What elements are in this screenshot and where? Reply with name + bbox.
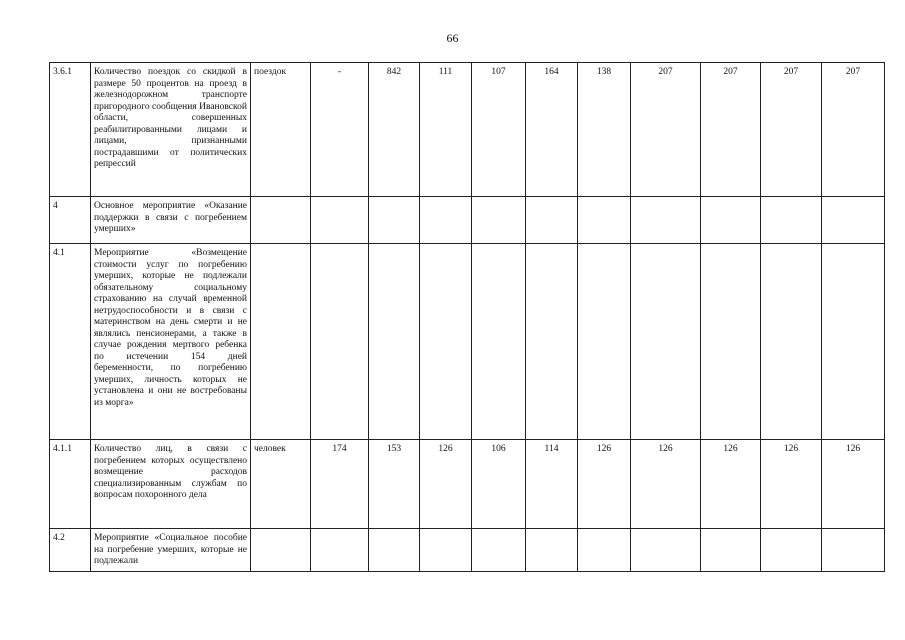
value-cell: 164 <box>526 63 578 197</box>
value-cell <box>578 529 631 572</box>
value-cell: 126 <box>822 440 885 529</box>
unit-cell: поездок <box>251 63 311 197</box>
indicators-table <box>49 62 885 572</box>
value-cell: 207 <box>701 63 761 197</box>
value-cell <box>472 529 526 572</box>
unit-cell <box>251 244 311 440</box>
value-cell <box>701 244 761 440</box>
value-cell <box>761 244 822 440</box>
row-number: 4.1 <box>50 244 91 440</box>
value-cell <box>631 244 701 440</box>
value-cell: 107 <box>472 63 526 197</box>
indicator-name: Количество поездок со скидкой в размере 50 процентов на проезд в железнодорожном транспорте пригородного сообщения Ивановской области, совершенных реабилитированными лицами и лицами, признанными пострадавшими от политических репрессий <box>91 63 251 197</box>
value-cell: 126 <box>761 440 822 529</box>
value-cell: 207 <box>631 63 701 197</box>
table-row <box>50 197 885 244</box>
value-cell <box>311 529 369 572</box>
value-cell <box>761 529 822 572</box>
indicator-name: Мероприятие «Возмещение стоимости услуг по погребению умерших, которые не подлежали обязательному социальному страхованию на случай временной нетрудоспособности и в связи с материнством на день смерти и не являлись пенсионерами, а также в случае рождения мертвого ребенка по истечении 154 дней беременности, по погребению умерших, личность которых не установлена и они не востребованы из морга» <box>91 244 251 440</box>
indicator-name: Мероприятие «Социальное пособие на погребение умерших, которые не подлежали <box>91 529 251 572</box>
value-cell: 111 <box>420 63 472 197</box>
value-cell: 207 <box>822 63 885 197</box>
value-cell <box>369 529 420 572</box>
value-cell: 106 <box>472 440 526 529</box>
value-cell: 138 <box>578 63 631 197</box>
value-cell <box>822 197 885 244</box>
value-cell <box>369 244 420 440</box>
value-cell: - <box>311 63 369 197</box>
table-body <box>50 63 885 572</box>
value-cell <box>420 244 472 440</box>
value-cell <box>761 197 822 244</box>
value-cell: 126 <box>578 440 631 529</box>
value-cell: 126 <box>701 440 761 529</box>
value-cell <box>822 244 885 440</box>
value-cell: 174 <box>311 440 369 529</box>
indicator-name: Количество лиц, в связи с погребением которых осуществлено возмещение расходов специализированным службам по вопросам похоронного дела <box>91 440 251 529</box>
value-cell <box>420 197 472 244</box>
unit-cell: человек <box>251 440 311 529</box>
value-cell <box>631 197 701 244</box>
value-cell <box>701 529 761 572</box>
table-row <box>50 244 885 440</box>
row-number: 4 <box>50 197 91 244</box>
value-cell <box>472 244 526 440</box>
value-cell <box>472 197 526 244</box>
value-cell <box>311 244 369 440</box>
value-cell: 126 <box>420 440 472 529</box>
value-cell <box>420 529 472 572</box>
table-row <box>50 63 885 197</box>
page-number: 66 <box>446 31 459 45</box>
value-cell <box>578 197 631 244</box>
value-cell: 207 <box>761 63 822 197</box>
value-cell <box>526 244 578 440</box>
value-cell <box>526 197 578 244</box>
value-cell: 153 <box>369 440 420 529</box>
value-cell <box>822 529 885 572</box>
unit-cell <box>251 529 311 572</box>
value-cell <box>578 244 631 440</box>
value-cell <box>701 197 761 244</box>
value-cell <box>631 529 701 572</box>
value-cell: 842 <box>369 63 420 197</box>
value-cell <box>369 197 420 244</box>
row-number: 3.6.1 <box>50 63 91 197</box>
indicator-name: Основное мероприятие «Оказание поддержки в связи с погребением умерших» <box>91 197 251 244</box>
value-cell: 126 <box>631 440 701 529</box>
row-number: 4.2 <box>50 529 91 572</box>
unit-cell <box>251 197 311 244</box>
row-number: 4.1.1 <box>50 440 91 529</box>
value-cell: 114 <box>526 440 578 529</box>
value-cell <box>311 197 369 244</box>
table-row <box>50 529 885 572</box>
value-cell <box>526 529 578 572</box>
table-row <box>50 440 885 529</box>
